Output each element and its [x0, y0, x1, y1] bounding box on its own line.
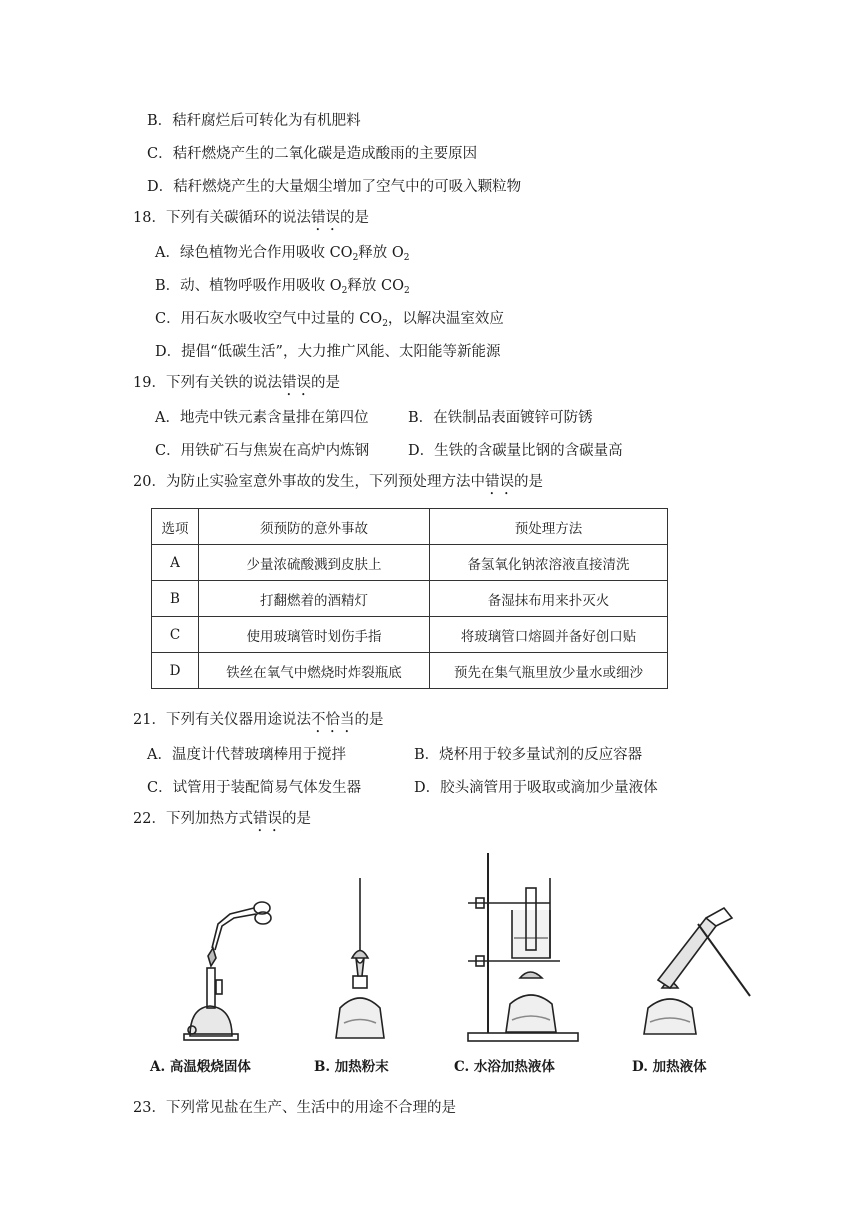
q23-stem: 23．下列常见盐在生产、生活中的用途不合理的是 [133, 1100, 456, 1116]
caption-b: B. 加热粉末 [314, 1059, 389, 1075]
table-cell: 铁丝在氧气中燃烧时炸裂瓶底 [199, 653, 430, 689]
table-row [152, 653, 668, 689]
q18-stem: 18．下列有关碳循环的说法错误的是 [133, 210, 369, 226]
q19-option-b: B．在铁制品表面镀锌可防锈 [408, 410, 593, 426]
q19-option-c: C．用铁矿石与焦炭在高炉内炼钢 [155, 443, 370, 459]
accident-table [151, 508, 668, 689]
table-row [152, 581, 668, 617]
table-cell: 备湿抹布用来扑灭火 [430, 581, 668, 617]
table-cell: D [152, 653, 199, 689]
q21-stem: 21．下列有关仪器用途说法不恰当的是 [133, 712, 384, 728]
heating-methods-figure [150, 848, 760, 1078]
q21-option-a: A．温度计代替玻璃棒用于搅拌 [147, 747, 346, 763]
caption-c: C. 水浴加热液体 [454, 1059, 555, 1075]
table-cell: 打翻燃着的酒精灯 [199, 581, 430, 617]
apparatus-c-water-bath [468, 853, 578, 1041]
table-header-row [152, 509, 668, 545]
table-row [152, 545, 668, 581]
q17-option-c: C．秸秆燃烧产生的二氧化碳是造成酸雨的主要原因 [147, 146, 478, 162]
table-cell: B [152, 581, 199, 617]
table-cell: 预先在集气瓶里放少量水或细沙 [430, 653, 668, 689]
q21-option-d: D．胶头滴管用于吸取或滴加少量液体 [414, 780, 658, 796]
q21-option-b: B．烧杯用于较多量试剂的反应容器 [414, 747, 643, 763]
q19-option-a: A．地壳中铁元素含量排在第四位 [155, 410, 369, 426]
caption-a: A. 高温煅烧固体 [150, 1059, 251, 1075]
table-cell: 少量浓硫酸溅到皮肤上 [199, 545, 430, 581]
table-cell: 使用玻璃管时划伤手指 [199, 617, 430, 653]
q19-stem: 19．下列有关铁的说法错误的是 [133, 375, 340, 391]
q18-option-a: A．绿色植物光合作用吸收 $CO_2$释放 $O_2$ [155, 245, 410, 263]
table-header: 预处理方法 [430, 509, 668, 545]
q21-option-c: C．试管用于装配简易气体发生器 [147, 780, 362, 796]
table-cell: 将玻璃管口熔圆并备好创口贴 [430, 617, 668, 653]
q19-option-d: D．生铁的含碳量比钢的含碳量高 [408, 443, 623, 459]
q22-stem: 22．下列加热方式错误的是 [133, 811, 311, 827]
caption-d: D. 加热液体 [632, 1059, 707, 1075]
q17-option-b: B．秸秆腐烂后可转化为有机肥料 [147, 113, 361, 129]
q18-option-d: D．提倡“低碳生活”，大力推广风能、太阳能等新能源 [155, 344, 501, 360]
apparatus-b-alcohol-lamp [336, 878, 384, 1038]
table-cell: A [152, 545, 199, 581]
q18-option-c: C．用石灰水吸收空气中过量的 $CO_2$，以解决温室效应 [155, 311, 504, 329]
q17-option-d: D．秸秆燃烧产生的大量烟尘增加了空气中的可吸入颗粒物 [147, 179, 522, 195]
table-cell: 备氢氧化钠浓溶液直接清洗 [430, 545, 668, 581]
table-header: 须预防的意外事故 [199, 509, 430, 545]
q18-option-b: B．动、植物呼吸作用吸收 $O_2$释放 $CO_2$ [155, 278, 410, 296]
apparatus-a-burner-tongs [184, 902, 271, 1040]
q20-stem: 20．为防止实验室意外事故的发生，下列预处理方法中错误的是 [133, 474, 543, 490]
apparatus-d-test-tube-heating [644, 908, 750, 1034]
table-cell: C [152, 617, 199, 653]
table-row [152, 617, 668, 653]
table-header: 选项 [152, 509, 199, 545]
